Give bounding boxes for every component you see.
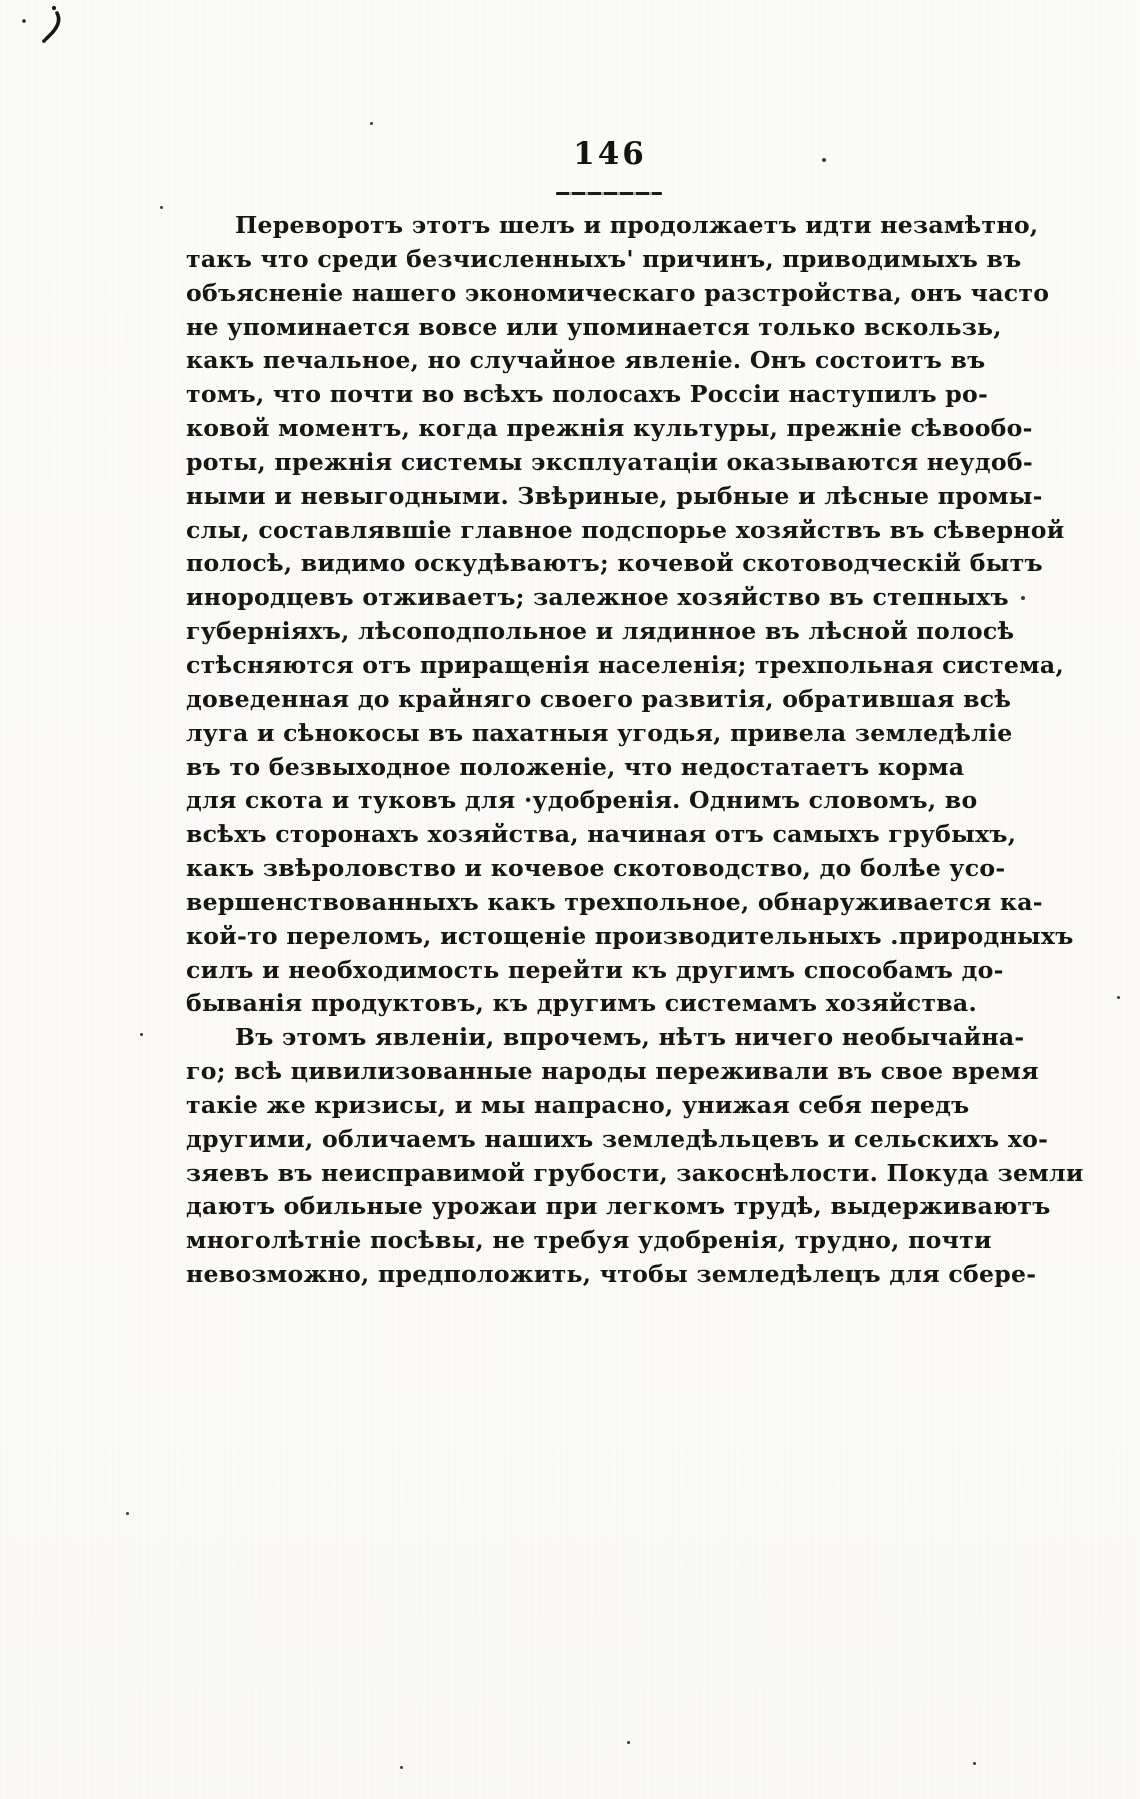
ink-speck-mark — [1117, 996, 1120, 999]
text-line: многолѣтніе посѣвы, не требуя удобренія, трудно, почти — [186, 1226, 992, 1255]
text-line: луга и сѣнокосы въ пахатныя угодья, привела земледѣліе — [186, 718, 1013, 747]
ink-speck-mark — [822, 158, 826, 162]
text-line: стѣсняются отъ приращенія населенія; трехпольная система, — [186, 650, 1064, 679]
text-line: другими, обличаемъ нашихъ земледѣльцевъ и сельскихъ хо- — [186, 1124, 1049, 1153]
text-line: губерніяхъ, лѣсоподпольное и лядинное въ лѣсной полосѣ — [186, 617, 1015, 646]
text-line: даютъ обильные урожаи при легкомъ трудѣ, выдерживаютъ — [186, 1192, 1051, 1221]
text-line: доведенная до крайняго своего развитія, обратившая всѣ — [186, 684, 1012, 713]
text-line: въ то безвыходное положеніе, что недостатаетъ корма — [186, 752, 965, 781]
text-block — [186, 209, 1084, 1292]
text-line: такъ что среди безчисленныхъ' причинъ, приводимыхъ въ — [186, 244, 1022, 273]
text-line: невозможно, предположить, чтобы земледѣлецъ для сбере- — [186, 1260, 1037, 1289]
text-line: силъ и необходимость перейти къ другимъ способамъ до- — [186, 955, 1004, 984]
corner-ink-stroke-mark — [0, 0, 80, 56]
ink-speck-mark — [140, 1033, 143, 1036]
text-line: для скота и туковъ для ·удобренія. Однимъ словомъ, во — [186, 786, 978, 815]
ink-speck-mark — [160, 206, 163, 209]
text-line: не упоминается вовсе или упоминается только вскользь, — [186, 312, 1002, 341]
page-number-wrap — [540, 136, 680, 172]
text-line: ными и невыгодными. Звѣриные, рыбные и лѣсные промы- — [186, 481, 1043, 510]
text-line: объясненіе нашего экономическаго разстройства, онъ часто — [186, 278, 1050, 307]
text-line: вершенствованныхъ какъ трехпольное, обнаруживается ка- — [186, 887, 1043, 916]
ink-speck-mark — [126, 1512, 129, 1515]
text-line: Переворотъ этотъ шелъ и продолжаетъ идти незамѣтно, — [235, 211, 1039, 239]
text-line: какъ печальное, но случайное явленіе. Онъ состоитъ въ — [186, 346, 986, 375]
text-line: полосѣ, видимо оскудѣваютъ; кочевой скотоводческій бытъ — [186, 549, 1043, 578]
text-line: ковой моментъ, когда прежнія культуры, прежніе сѣвообо- — [186, 414, 1033, 443]
text-line: инородцевъ отживаетъ; залежное хозяйство въ степныхъ — [186, 583, 1009, 612]
ink-speck-mark — [1021, 596, 1025, 600]
text-line: зяевъ въ неисправимой грубости, закоснѣлости. Покуда земли — [186, 1158, 1084, 1187]
ink-speck-mark — [400, 1766, 403, 1769]
text-line: слы, составлявшіе главное подспорье хозяйствъ въ сѣверной — [186, 515, 1065, 544]
text-line: всѣхъ сторонахъ хозяйства, начиная отъ самыхъ грубыхъ, — [186, 820, 1017, 849]
page-number-rule — [556, 192, 662, 195]
text-line: роты, прежнія системы эксплуатаціи оказываются неудоб- — [186, 447, 1033, 476]
ink-speck-mark — [973, 1762, 976, 1765]
text-line: такіе же кризисы, и мы напрасно, унижая себя передъ — [186, 1090, 970, 1119]
ink-speck-mark — [370, 122, 373, 125]
text-line: томъ, что почти во всѣхъ полосахъ Россіи наступилъ ро- — [186, 380, 989, 409]
text-line: какъ звѣроловство и кочевое скотоводство, до болѣе усо- — [186, 854, 1006, 883]
text-line: го; всѣ цивилизованные народы переживали въ свое время — [186, 1057, 1039, 1086]
page-number: 146 — [573, 136, 647, 172]
text-line: быванія продуктовъ, къ другимъ системамъ хозяйства. — [186, 989, 977, 1018]
ink-speck-mark — [627, 1741, 630, 1744]
text-line: кой-то переломъ, истощеніе производительныхъ .природныхъ — [186, 921, 1074, 950]
text-line: Въ этомъ явленіи, впрочемъ, нѣтъ ничего необычайна- — [235, 1023, 1025, 1052]
